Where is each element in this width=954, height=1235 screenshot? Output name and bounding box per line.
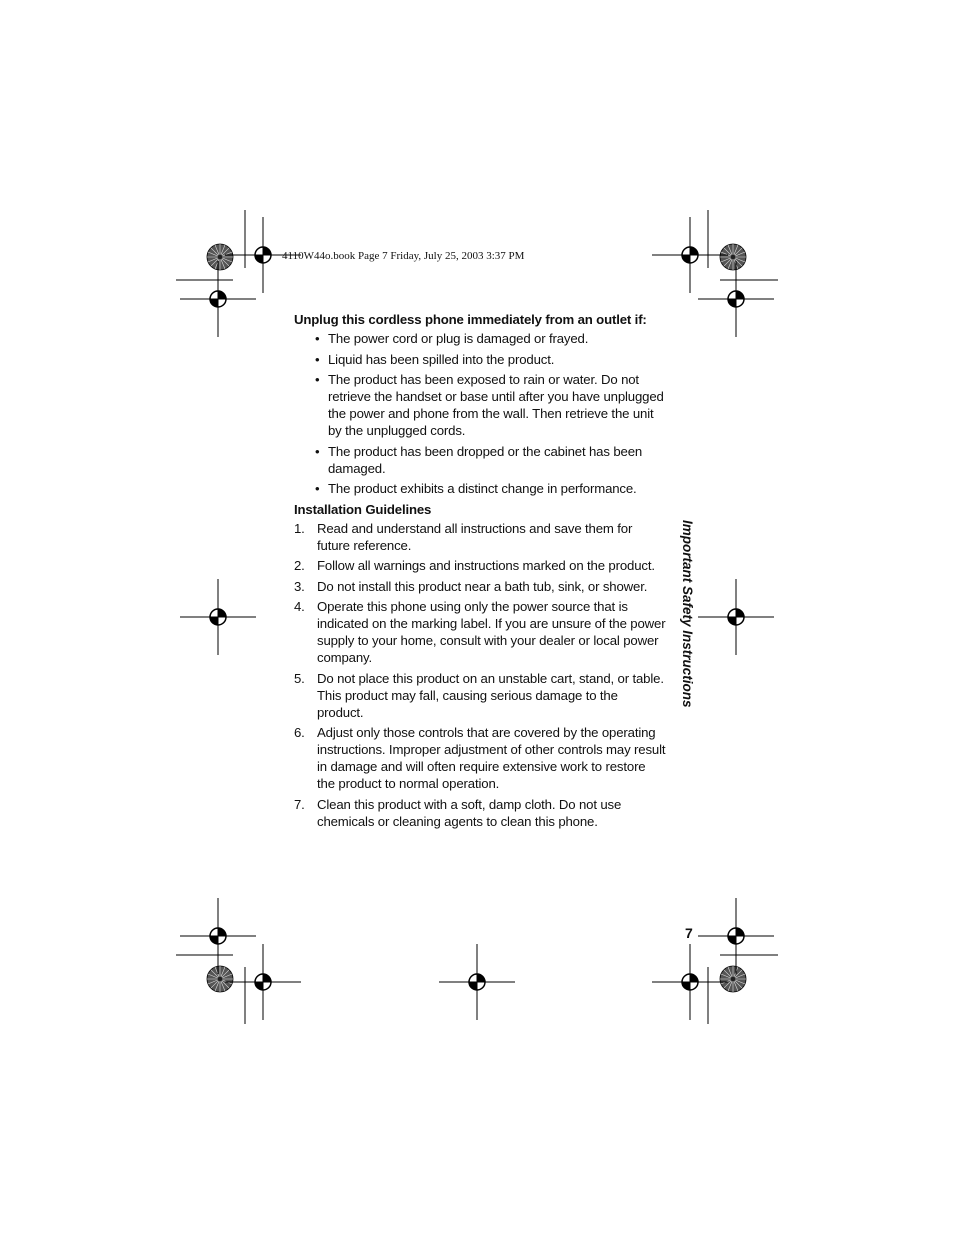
bullet-point: •: [315, 481, 320, 496]
list-item: [315, 443, 666, 477]
step-number: 7.: [294, 796, 305, 812]
bullet-point: •: [315, 443, 320, 459]
list-item-text: The product exhibits a distinct change in performance.: [328, 481, 637, 496]
step-text: Do not install this product near a bath tub, sink, or shower.: [317, 578, 648, 594]
step-text: Operate this phone using only the power source that is indicated on the marking label. If you are unsure of the power supply to your home, consult with your dealer or local power company.: [317, 599, 666, 665]
print-slug-line: 4110W44o.book Page 7 Friday, July 25, 2003 3:37 PM: [282, 250, 525, 262]
bullet-point: •: [315, 351, 320, 367]
step-number: 4.: [294, 599, 305, 614]
step-number: 2.: [294, 558, 305, 573]
unplug-heading: Unplug this cordless phone immediately from an outlet if:: [294, 312, 647, 327]
list-item: [294, 557, 666, 574]
list-item-text: The product has been dropped or the cabinet has been damaged.: [328, 443, 643, 476]
installation-heading: Installation Guidelines: [294, 501, 432, 517]
list-item: [294, 520, 666, 554]
list-item: [294, 724, 666, 792]
list-item: [294, 670, 666, 721]
list-item: [315, 371, 666, 439]
list-item-text: The product has been exposed to rain or water. Do not retrieve the handset or base until after you have unplugged the power and phone from the wall. Then retrieve the unit by the unplugged cords.: [328, 372, 664, 438]
list-item: [294, 578, 666, 595]
list-item-text: The power cord or plug is damaged or frayed.: [328, 331, 589, 346]
step-number: 5.: [294, 670, 305, 686]
list-item: [315, 330, 666, 347]
step-text: Read and understand all instructions and save them for future reference.: [317, 520, 633, 553]
list-item: [315, 351, 666, 368]
page-number: 7: [685, 925, 693, 941]
step-text: Adjust only those controls that are covered by the operating instructions. Improper adjustment of other controls may result in damage and will often require extensive work to restore the product to normal operation.: [317, 725, 666, 791]
list-item: [294, 598, 666, 666]
step-text: Follow all warnings and instructions marked on the product.: [317, 558, 655, 573]
page-content: [294, 311, 666, 833]
step-number: 1.: [294, 520, 305, 536]
step-text: Do not place this product on an unstable cart, stand, or table. This product may fall, causing serious damage to the product.: [317, 670, 664, 720]
step-number: 6.: [294, 725, 305, 740]
step-number: 3.: [294, 578, 305, 594]
section-side-tab: [673, 520, 703, 720]
bullet-point: •: [315, 372, 320, 387]
step-text: Clean this product with a soft, damp cloth. Do not use chemicals or cleaning agents to clean this phone.: [317, 796, 622, 829]
list-item-text: Liquid has been spilled into the product.: [328, 351, 555, 367]
bullet-point: •: [315, 331, 320, 346]
section-title: Important Safety Instructions: [680, 520, 695, 708]
installation-steps: [294, 520, 666, 830]
unplug-list: [294, 330, 666, 497]
list-item: [315, 480, 666, 497]
list-item: [294, 796, 666, 830]
